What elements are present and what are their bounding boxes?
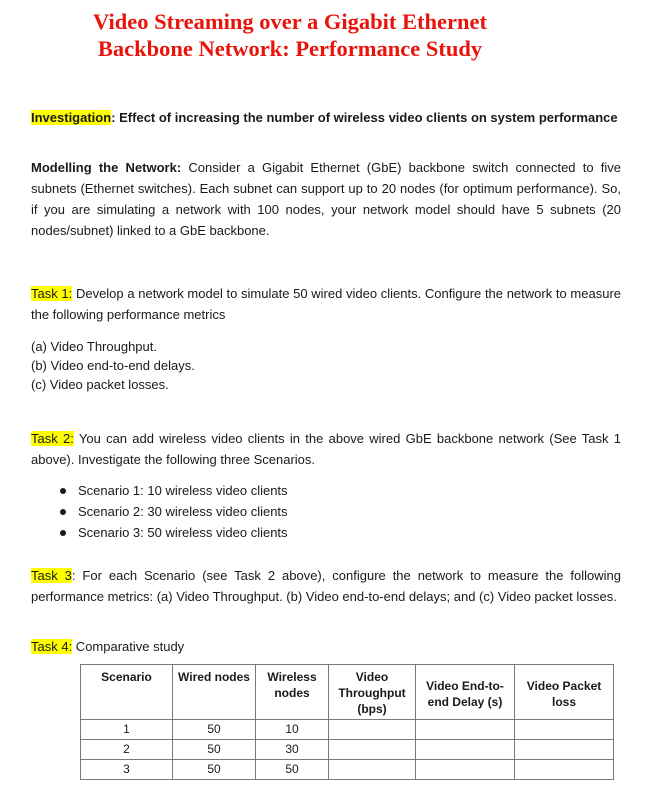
table-cell: 1 <box>81 720 173 740</box>
table-cell: 10 <box>256 720 329 740</box>
table-cell <box>416 720 515 740</box>
task1-metrics-list <box>31 337 195 394</box>
task1-item: (b) Video end-to-end delays. <box>31 358 195 373</box>
header-scenario: Scenario <box>81 665 173 720</box>
table-cell <box>515 740 614 760</box>
table-cell <box>416 740 515 760</box>
task3-label: Task 3 <box>31 568 72 583</box>
header-video-delay: Video End-to-end Delay (s) <box>416 665 515 720</box>
investigation-paragraph <box>31 107 621 128</box>
task1-paragraph <box>31 283 621 325</box>
task2-label: Task 2: <box>31 431 74 446</box>
modelling-text: Consider a Gigabit Ethernet (GbE) backbone switch connected to five subnets (Ethernet switches). Each subnet can support up to 20 nodes (for optimum performance). So, if you are simulating a network with 100 nodes, your network model should have 5 subnets (20 nodes/subnet) linked to a GbE backbone. <box>31 160 621 238</box>
task3-paragraph <box>31 565 621 607</box>
task4-label: Task 4: <box>31 639 73 654</box>
scenario-item: Scenario 2: 30 wireless video clients <box>60 501 288 522</box>
comparison-table <box>80 664 614 780</box>
scenario-list <box>60 480 288 543</box>
table-cell: 50 <box>173 760 256 780</box>
table-cell <box>515 720 614 740</box>
table-cell <box>416 760 515 780</box>
table-cell: 50 <box>173 720 256 740</box>
table-row <box>81 720 614 740</box>
modelling-label: Modelling the Network: <box>31 160 182 175</box>
table-cell: 3 <box>81 760 173 780</box>
table-row <box>81 760 614 780</box>
task4-text: Comparative study <box>72 639 185 654</box>
table-cell <box>515 760 614 780</box>
task4-paragraph <box>31 636 621 657</box>
task1-item: (c) Video packet losses. <box>31 377 169 392</box>
header-video-throughput: Video Throughput (bps) <box>329 665 416 720</box>
header-wireless-nodes: Wireless nodes <box>256 665 329 720</box>
investigation-label: Investigation <box>31 110 112 125</box>
table-cell <box>329 760 416 780</box>
task1-text: Develop a network model to simulate 50 wired video clients. Configure the network to measure the following performance metrics <box>31 286 621 322</box>
title-line-1: Video Streaming over a Gigabit Ethernet <box>93 9 487 34</box>
header-wired-nodes: Wired nodes <box>173 665 256 720</box>
task2-text: You can add wireless video clients in the above wired GbE backbone network (See Task 1 above). Investigate the following three Scenarios. <box>31 431 622 467</box>
table-cell: 50 <box>256 760 329 780</box>
table-cell: 50 <box>173 740 256 760</box>
task2-paragraph <box>31 428 621 470</box>
task3-text: : For each Scenario (see Task 2 above), configure the network to measure the following performance metrics: (a) Video Throughput. (b) Video end-to-end delays; and (c) Video packet losses. <box>31 568 621 604</box>
scenario-item: Scenario 3: 50 wireless video clients <box>60 522 288 543</box>
scenario-item: Scenario 1: 10 wireless video clients <box>60 480 288 501</box>
table-header-row <box>81 665 614 720</box>
modelling-paragraph <box>31 157 621 241</box>
document-title <box>0 8 580 62</box>
table-cell <box>329 720 416 740</box>
table-row <box>81 740 614 760</box>
table-cell: 30 <box>256 740 329 760</box>
header-packet-loss: Video Packet loss <box>515 665 614 720</box>
task1-item: (a) Video Throughput. <box>31 339 157 354</box>
task1-label: Task 1: <box>31 286 73 301</box>
table-cell: 2 <box>81 740 173 760</box>
investigation-text: : Effect of increasing the number of wireless video clients on system performance <box>111 110 618 125</box>
title-line-2: Backbone Network: Performance Study <box>97 36 483 61</box>
table-cell <box>329 740 416 760</box>
